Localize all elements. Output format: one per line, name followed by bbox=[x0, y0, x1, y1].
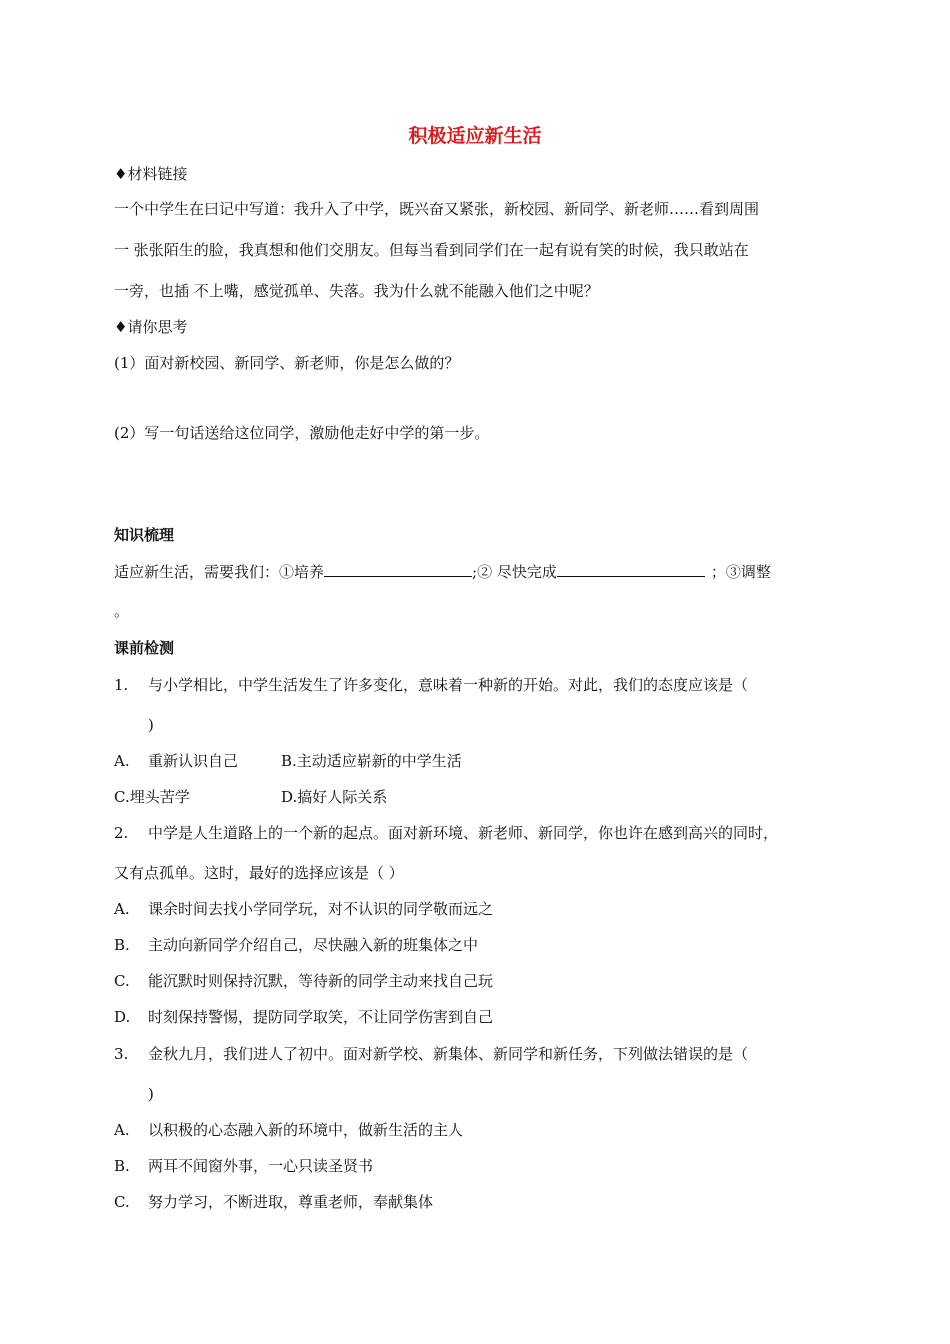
knowledge-part-2: ;② 尽快完成 bbox=[472, 563, 557, 581]
q2-option-c-label: C. bbox=[114, 972, 130, 990]
q2-number: 2. bbox=[114, 824, 129, 842]
precheck-heading: 课前检测 bbox=[114, 639, 175, 657]
q2-option-b: 主动向新同学介绍自己，尽快融入新的班集体之中 bbox=[148, 936, 479, 954]
material-line-1: 一个中学生在曰记中写道：我升入了中学，既兴奋又紧张，新校园、新同学、新老师……看到周围 bbox=[114, 200, 760, 218]
knowledge-part-1: 适应新生活，需要我们：①培养 bbox=[114, 563, 325, 581]
q2-cont: 又有点孤单。这时，最好的选择应该是（ ） bbox=[114, 864, 404, 882]
q2-text: 中学是人生道路上的一个新的起点。面对新环境、新老师、新同学，你也许在感到高兴的同时， bbox=[148, 824, 779, 842]
q3-option-a: 以积极的心态融入新的环境中，做新生活的主人 bbox=[148, 1121, 464, 1139]
q2-option-a-label: A. bbox=[114, 900, 130, 918]
q2-option-c: 能沉默时则保持沉默，等待新的同学主动来找自己玩 bbox=[148, 972, 494, 990]
think-heading: ♦请你思考 bbox=[114, 318, 188, 336]
q3-text: 金秋九月，我们进人了初中。面对新学校、新集体、新同学和新任务，下列做法错误的是（ bbox=[148, 1045, 749, 1063]
q1-option-b: B.主动适应崭新的中学生活 bbox=[281, 752, 462, 770]
q3-option-c-label: C. bbox=[114, 1193, 130, 1211]
q1-number: 1. bbox=[114, 676, 129, 694]
think-question-2: (2）写一句话送给这位同学，激励他走好中学的第一步。 bbox=[114, 424, 490, 442]
knowledge-end: 。 bbox=[114, 602, 130, 620]
material-line-3: 一旁，也插 不上嘴，感觉孤单、失落。我为什么就不能融入他们之中呢？ bbox=[114, 282, 599, 300]
q2-option-a: 课余时间去找小学同学玩，对不认识的同学敬而远之 bbox=[148, 900, 494, 918]
knowledge-heading: 知识梳理 bbox=[114, 526, 175, 544]
q3-option-b-label: B. bbox=[114, 1157, 130, 1175]
page-title: 积极适应新生活 bbox=[408, 125, 542, 147]
q1-text: 与小学相比，中学生活发生了许多变化，意味着一种新的开始。对此，我们的态度应该是（ bbox=[148, 676, 749, 694]
q3-option-a-label: A. bbox=[114, 1121, 130, 1139]
material-heading: ♦材料链接 bbox=[114, 165, 188, 183]
q1-cont: ) bbox=[148, 716, 154, 734]
q3-cont: ) bbox=[148, 1085, 154, 1103]
think-question-1: (1）面对新校园、新同学、新老师，你是怎么做的？ bbox=[114, 354, 460, 372]
q2-option-d-label: D. bbox=[114, 1008, 131, 1026]
q2-option-b-label: B. bbox=[114, 936, 130, 954]
blank-line-1 bbox=[324, 561, 472, 577]
knowledge-line bbox=[114, 561, 771, 582]
q1-option-a: 重新认识自己 bbox=[148, 752, 239, 770]
q3-option-c: 努力学习，不断进取，尊重老师，奉献集体 bbox=[148, 1193, 434, 1211]
q1-option-c: C.埋头苦学 bbox=[114, 788, 190, 806]
q1-option-a-label: A. bbox=[114, 752, 130, 770]
material-line-2: 一 张张陌生的脸，我真想和他们交朋友。但每当看到同学们在一起有说有笑的时候，我只敢站在 bbox=[114, 241, 749, 259]
knowledge-part-3: ；③调整 bbox=[710, 563, 771, 581]
q3-option-b: 两耳不闻窗外事，一心只读圣贤书 bbox=[148, 1157, 374, 1175]
q1-option-d: D.搞好人际关系 bbox=[281, 788, 388, 806]
blank-line-2 bbox=[557, 561, 705, 577]
q2-option-d: 时刻保持警惕，提防同学取笑，不让同学伤害到自己 bbox=[148, 1008, 494, 1026]
q3-number: 3. bbox=[114, 1045, 129, 1063]
